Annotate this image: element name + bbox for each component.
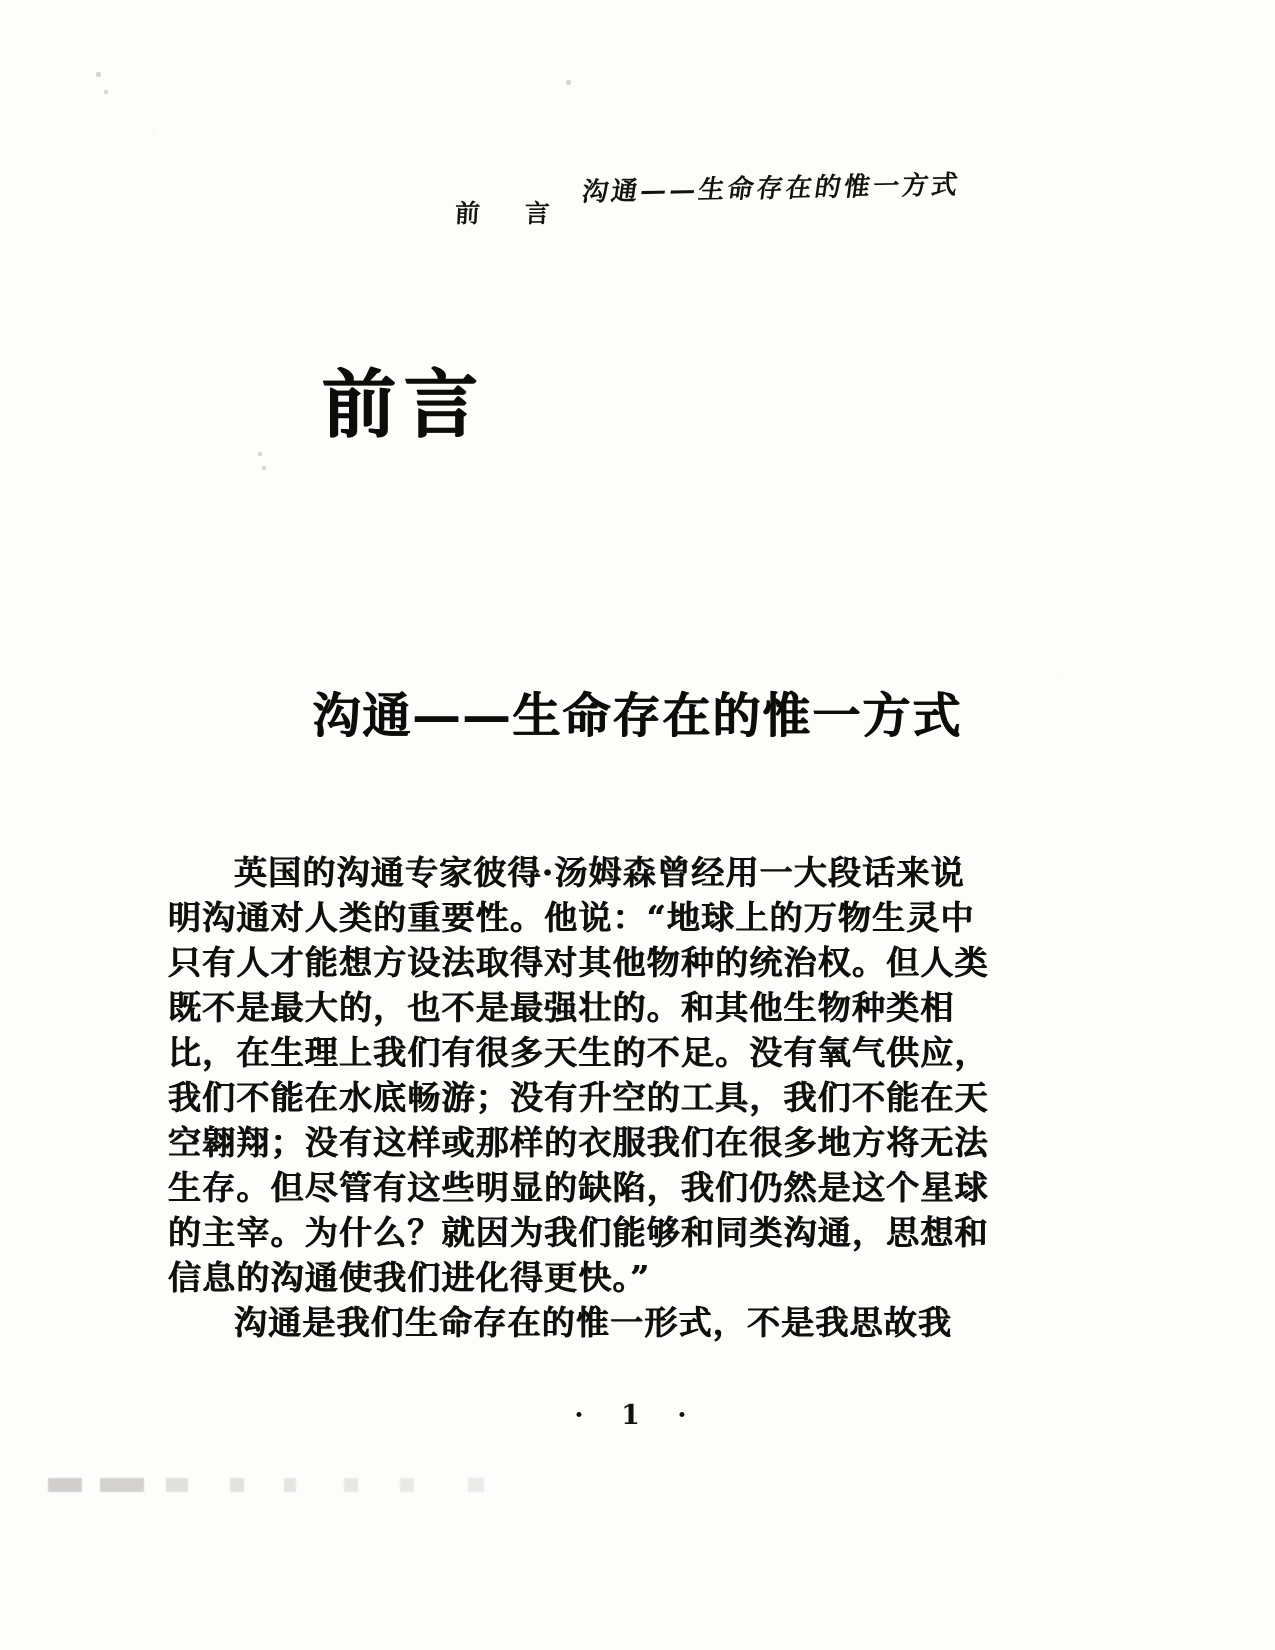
body-text-line: 空翱翔；没有这样或那样的衣服我们在很多地方将无法 [168,1123,989,1162]
running-head-left-label: 前 言 [454,199,569,228]
body-text-block [168,850,1058,1345]
body-text-line: 英国的沟通专家彼得·汤姆森曾经用一大段话来说 [234,853,965,892]
body-text-line: 信息的沟通使我们进化得更快。” [168,1258,651,1297]
chapter-title: 前言 [322,362,486,448]
body-text-line: 生存。但尽管有这些明显的缺陷，我们仍然是这个星球 [168,1168,989,1207]
running-head-right-label: 沟通——生命存在的惟一方式 [580,170,963,208]
running-head [0,168,1275,238]
body-text-line: 明沟通对人类的重要性。他说：“地球上的万物生灵中 [168,898,975,937]
section-heading: 沟通——生命存在的惟一方式 [312,688,963,744]
scan-speck [258,452,262,456]
body-text-line: 只有人才能想方设法取得对其他物种的统治权。但人类 [168,943,989,982]
scan-speck [104,90,108,94]
body-text-line: 的主宰。为什么？就因为我们能够和同类沟通，思想和 [168,1213,989,1252]
scan-speck [262,466,266,470]
body-text-line: 沟通是我们生命存在的惟一形式，不是我思故我 [234,1303,953,1342]
page-number: · 1 · [574,1400,701,1431]
body-text-line: 既不是最大的，也不是最强壮的。和其他生物种类相 [168,988,955,1027]
body-text-line: 比，在生理上我们有很多天生的不足。没有氧气供应， [168,1033,989,1072]
scan-speck [566,80,571,85]
scan-speck [96,72,101,77]
body-text-line: 我们不能在水底畅游；没有升空的工具，我们不能在天 [168,1078,989,1117]
scan-edge-smudge [48,1478,528,1492]
